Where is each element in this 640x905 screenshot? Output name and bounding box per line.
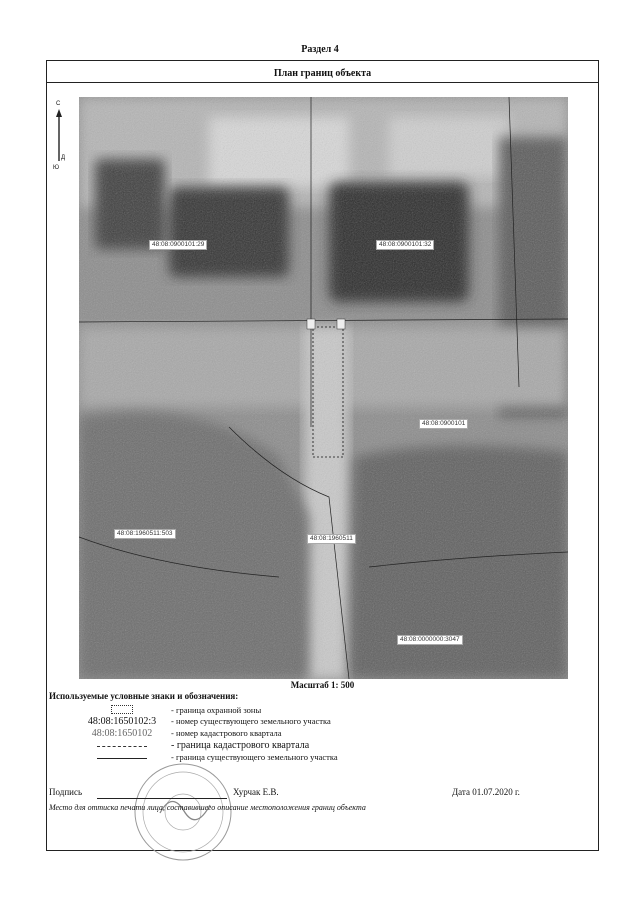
legend-item: - граница охранной зоны [47, 705, 598, 716]
side-label: Д [61, 155, 66, 161]
legend-item: 48:08:1650102 - номер кадастрового квартала [47, 728, 598, 739]
seal-stamp [132, 761, 234, 863]
map-label-parcel: 48:08:0900101:29 [149, 240, 207, 250]
map-label-parcel: 48:08:0900101:32 [376, 240, 434, 250]
legend-symbol-quarter-number: 48:08:1650102 [91, 728, 153, 739]
legend-item: - граница кадастрового квартала [47, 740, 598, 751]
aerial-map [79, 97, 568, 679]
legend-title: Используемые условные знаки и обозначения: [49, 691, 239, 701]
south-label: Ю [53, 165, 60, 171]
signature-date: Дата 01.07.2020 г. [452, 787, 520, 797]
map-label-quarter: 48:08:1960511 [307, 534, 356, 544]
seal-note: Место для оттиска печати лица, составившего описание местоположения границ объекта [49, 803, 366, 812]
signature-line [97, 798, 227, 799]
map-scale: Масштаб 1: 500 [290, 680, 355, 690]
signer-name: Хурчак Е.В. [233, 787, 279, 797]
map-label-parcel: 48:08:0000000:3047 [397, 635, 463, 645]
legend-item: - граница существующего земельного участка [47, 752, 598, 763]
document-frame [46, 60, 599, 851]
legend-symbol-parcel-number: 48:08:1650102:3 [87, 716, 157, 727]
map-label-quarter: 48:08:0900101 [419, 419, 468, 429]
aerial-photo [79, 97, 568, 679]
section-title: Раздел 4 [301, 44, 339, 55]
legend-symbol-zone [67, 705, 177, 716]
signature-label: Подпись [49, 787, 83, 797]
north-label: С [56, 101, 61, 107]
plan-title: План границ объекта [47, 67, 598, 83]
north-arrow [53, 101, 69, 181]
legend-symbol-quarter-border [67, 740, 177, 750]
legend-item: 48:08:1650102:3 - номер существующего земельного участка [47, 716, 598, 727]
map-label-parcel: 48:08:1960511:503 [114, 529, 176, 539]
